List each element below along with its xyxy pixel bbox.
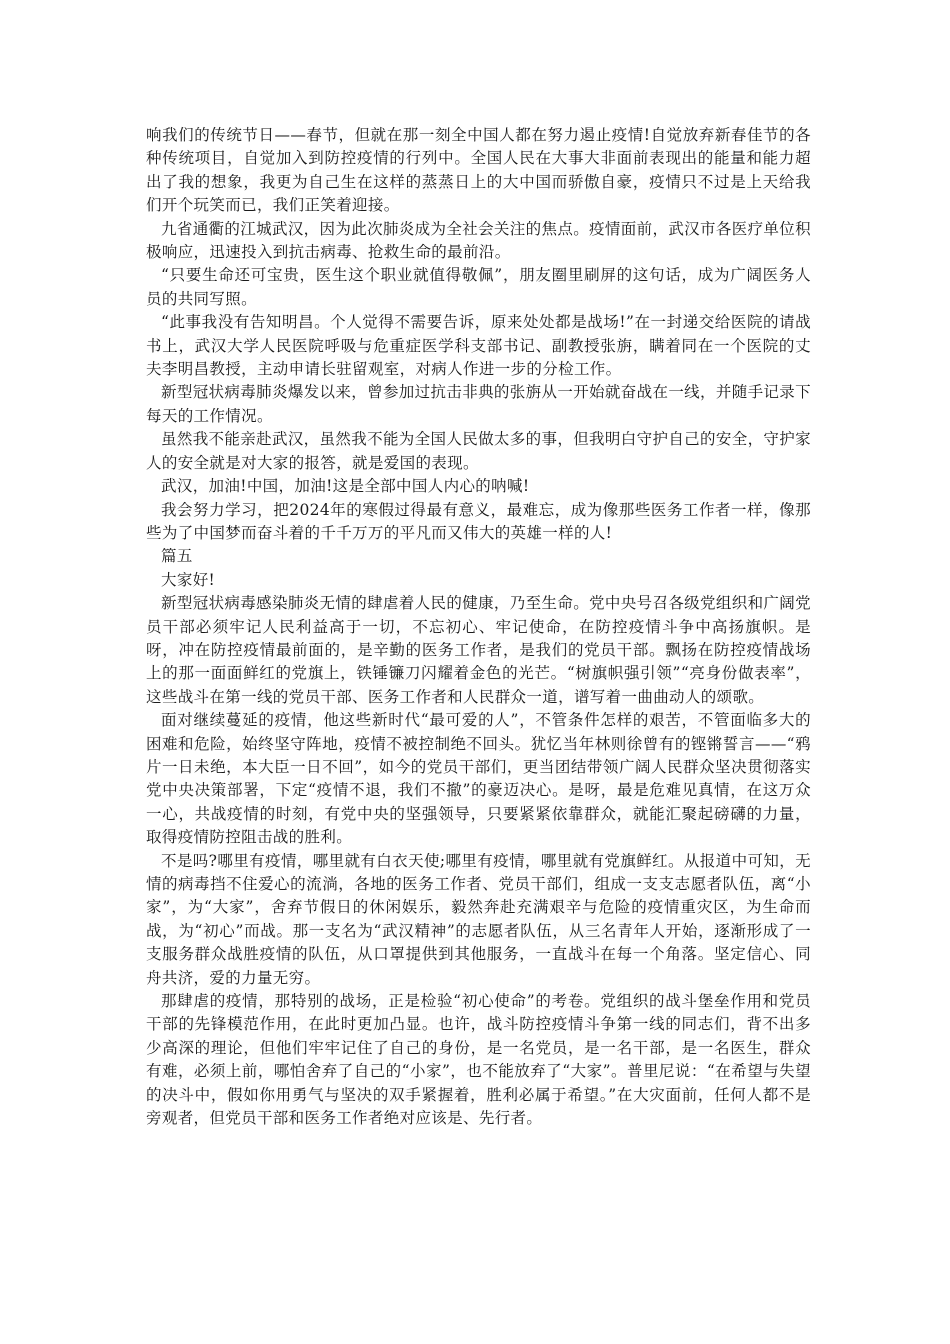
paragraph: 我会努力学习，把2024年的寒假过得最有意义，最难忘，成为像那些医务工作者一样，像那些为了中国梦而奋斗着的千千万万的平凡而又伟大的英雄一样的人! <box>146 500 811 542</box>
paragraph: 不是吗?哪里有疫情，哪里就有白衣天使;哪里有疫情，哪里就有党旗鲜红。从报道中可知，无情的病毒挡不住爱心的流淌，各地的医务工作者、党员干部们，组成一支支志愿者队伍，离“小家”，为“大家”，舍弃节假日的休闲娱乐，毅然奔赴充满艰辛与危险的疫情重灾区，为生命而战，为“初心”而战。那一支名为“武汉精神”的志愿者队伍，从三名青年人开始，逐渐形成了一支服务群众战胜疫情的队伍，从口罩提供到其他服务，一直战斗在每一个角落。坚定信心、同舟共济，爱的力量无穷。 <box>146 851 811 987</box>
section-heading: 篇五 <box>161 547 193 566</box>
paragraph: 新型冠状病毒肺炎爆发以来，曾参加过抗击非典的张旃从一开始就奋战在一线，并随手记录下每天的工作情况。 <box>146 383 811 425</box>
paragraph: 那肆虐的疫情，那特别的战场，正是检验“初心使命”的考卷。党组织的战斗堡垒作用和党员干部的先锋模范作用，在此时更加凸显。也许，战斗防控疫情斗争第一线的同志们，背不出多少高深的理论，但他们牢牢记住了自己的身份，是一名党员，是一名干部，是一名医生，群众有难，必须上前，哪怕舍弃了自己的“小家”，也不能放弃了“大家”。普里尼说：“在希望与失望的决斗中，假如你用勇气与坚决的双手紧握着，胜利必属于希望。”在大灾面前，任何人都不是旁观者，但党员干部和医务工作者绝对应该是、先行者。 <box>146 992 811 1128</box>
paragraph: 面对继续蔓延的疫情，他这些新时代“最可爱的人”，不管条件怎样的艰苦，不管面临多大的困难和危险，始终坚守阵地，疫情不被控制绝不回头。犹忆当年林则徐曾有的铿锵誓言——“鸦片一日未绝，本大臣一日不回”，如今的党员干部们，更当团结带领广阔人民群众坚决贯彻落实党中央决策部署，下定“疫情不退，我们不撤”的豪迈决心。是呀，最是危难见真情，在这万众一心，共战疫情的时刻，有党中央的坚强领导，只要紧紧依靠群众，就能汇聚起磅礴的力量，取得疫情防控阻击战的胜利。 <box>146 711 811 847</box>
paragraph-continuation: 响我们的传统节日——春节，但就在那一刻全中国人都在努力遏止疫情!自觉放弃新春佳节的各种传统项目，自觉加入到防控疫情的行列中。全国人民在大事大非面前表现出的能量和能力超出了我的想象，我更为自己生在这样的蒸蒸日上的大中国而骄傲自豪，疫情只不过是上天给我们开个玩笑而已，我们正笑着迎接。 <box>146 126 811 215</box>
paragraph: 武汉，加油!中国，加油!这是全部中国人内心的呐喊! <box>161 477 530 496</box>
paragraph: 九省通衢的江城武汉，因为此次肺炎成为全社会关注的焦点。疫情面前，武汉市各医疗单位积极响应，迅速投入到抗击病毒、抢救生命的最前沿。 <box>146 219 811 262</box>
paragraph: 虽然我不能亲赴武汉，虽然我不能为全国人民做太多的事，但我明白守护自己的安全，守护家人的安全就是对大家的报答，就是爱国的表现。 <box>146 430 811 472</box>
paragraph: “只要生命还可宝贵，医生这个职业就值得敬佩”，朋友圈里刷屏的这句话，成为广阔医务人员的共同写照。 <box>146 266 811 308</box>
paragraph: “此事我没有告知明昌。个人觉得不需要告诉，原来处处都是战场!”在一封递交给医院的请战书上，武汉大学人民医院呼吸与危重症医学科支部书记、副教授张旃，瞒着同在一个医院的丈夫李明昌教授，主动申请长驻留观室，对病人作进一步的分检工作。 <box>146 313 811 379</box>
paragraph: 新型冠状病毒感染肺炎无情的肆虐着人民的健康，乃至生命。党中央号召各级党组织和广阔党员干部必须牢记人民利益高于一切，不忘初心、牢记使命，在防控疫情斗争中高扬旗帜。是呀，冲在防控疫情最前面的，是辛勤的医务工作者，是我们的党员干部。飘扬在防控疫情战场上的那一面面鲜红的党旗上，铁锤镰刀闪耀着金色的光芒。“树旗帜强引领”“亮身份做表率”，这些战斗在第一线的党员干部、医务工作者和人民群众一道，谱写着一曲曲动人的颂歌。 <box>146 594 811 706</box>
greeting: 大家好! <box>161 570 216 589</box>
document-body <box>146 124 811 1130</box>
